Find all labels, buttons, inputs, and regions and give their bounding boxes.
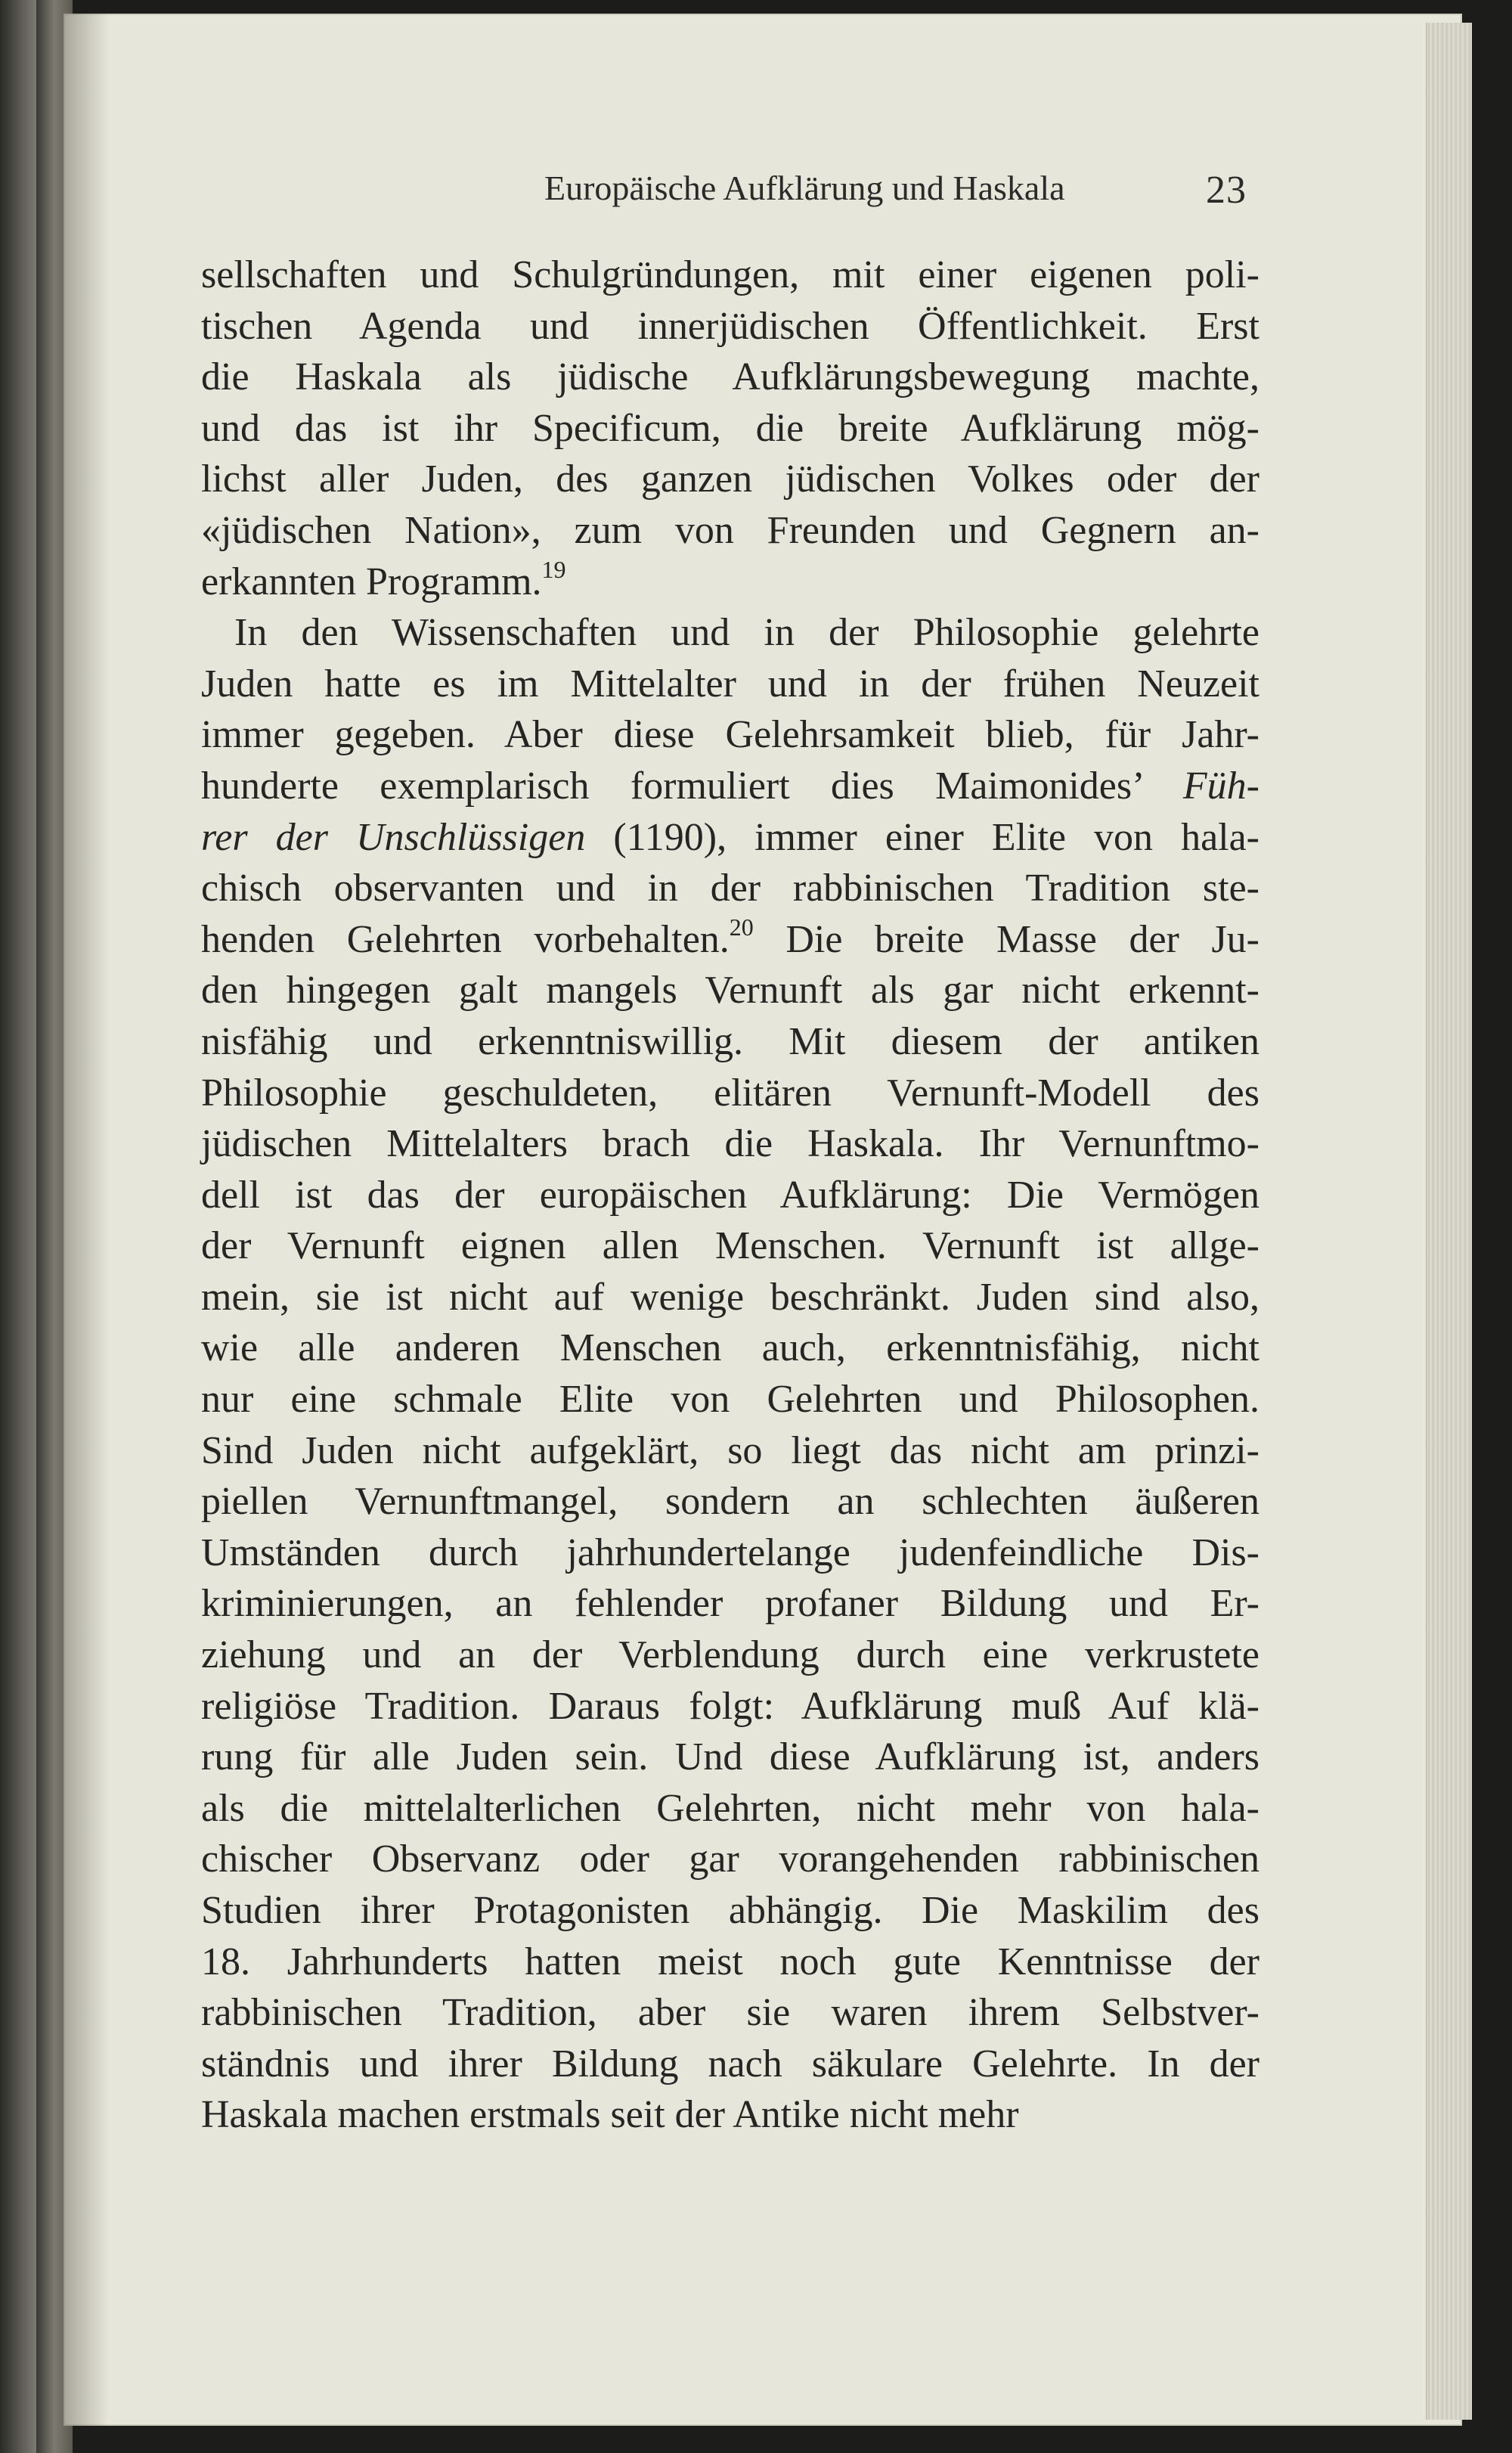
- text-segment: Juden hatte es im Mittelalter und in der frühen Neuzeit: [201, 662, 1259, 706]
- text-segment: 18. Jahrhunderts hatten meist noch gute Kenntnisse der: [201, 1940, 1259, 1983]
- text-segment: erkannten Programm.: [201, 560, 542, 603]
- text-line: [201, 1783, 1259, 1834]
- running-head-title: Europäische Aufklärung und Haskala: [544, 169, 1065, 207]
- text-line: [201, 914, 1259, 966]
- text-line: [201, 1937, 1259, 1988]
- text-segment: rabbinischen Tradition, aber sie waren ihrem Selbstver-: [201, 1991, 1259, 2035]
- text-line: [201, 863, 1259, 914]
- text-segment: der Vernunft eignen allen Menschen. Vernunft ist allge-: [201, 1224, 1259, 1268]
- text-line: [201, 1578, 1259, 1630]
- text-line: [201, 965, 1259, 1016]
- text-segment: henden Gelehrten vorbehalten.: [201, 917, 730, 961]
- text-line: [201, 607, 1259, 659]
- text-line: [201, 1118, 1259, 1170]
- text-line: [201, 1732, 1259, 1783]
- text-line: [201, 301, 1259, 352]
- text-line: [201, 709, 1259, 761]
- text-segment: rung für alle Juden sein. Und diese Aufklärung ist, anders: [201, 1735, 1259, 1779]
- text-line: [201, 1220, 1259, 1272]
- text-segment: Studien ihrer Protagonisten abhängig. Die Maskilim des: [201, 1889, 1259, 1932]
- text-segment: In den Wissenschaften und in der Philosophie gelehrte: [234, 611, 1259, 655]
- text-line: [201, 1170, 1259, 1221]
- text-line: [201, 1068, 1259, 1119]
- text-segment: Philosophie geschuldeten, elitären Vernunft-Modell des: [201, 1071, 1259, 1115]
- text-line: [201, 2039, 1259, 2090]
- text-line: [201, 1272, 1259, 1323]
- text-line: [201, 1374, 1259, 1425]
- text-segment: ständnis und ihrer Bildung nach säkulare Gelehrte. In der: [201, 2042, 1259, 2086]
- text-line: [201, 1323, 1259, 1374]
- italic-title: rer der Unschlüssigen: [201, 815, 586, 859]
- page-number: 23: [1206, 169, 1247, 212]
- text-line: [201, 1630, 1259, 1681]
- running-head: [529, 168, 1285, 213]
- text-segment: nisfähig und erkenntniswillig. Mit diesem der antiken: [201, 1019, 1259, 1063]
- text-segment: chischer Observanz oder gar vorangehenden rabbinischen: [201, 1837, 1259, 1881]
- text-segment: mein, sie ist nicht auf wenige beschränkt. Juden sind also,: [201, 1275, 1259, 1319]
- text-line: [201, 761, 1259, 812]
- text-line: [201, 454, 1259, 505]
- text-segment: chisch observanten und in der rabbinischen Tradition ste-: [201, 867, 1259, 910]
- text-segment: Sind Juden nicht aufgeklärt, so liegt das nicht am prinzi-: [201, 1428, 1259, 1472]
- text-line: [201, 1016, 1259, 1068]
- text-segment: Umständen durch jahrhundertelange judenfeindliche Dis-: [201, 1530, 1259, 1574]
- text-segment: Haskala machen erstmals seit der Antike nicht mehr: [201, 2093, 1019, 2137]
- text-segment: sellschaften und Schulgründungen, mit einer eigenen poli-: [201, 253, 1259, 296]
- text-segment: immer gegeben. Aber diese Gelehrsamkeit blieb, für Jahr-: [201, 713, 1259, 757]
- footnote-reference: 20: [729, 913, 754, 941]
- text-segment: und das ist ihr Specificum, die breite Aufklärung mög-: [201, 406, 1259, 450]
- text-segment: als die mittelalterlichen Gelehrten, nicht mehr von hala-: [201, 1786, 1259, 1830]
- text-line: [201, 1834, 1259, 1885]
- text-line: [201, 557, 1259, 608]
- text-line: [201, 659, 1259, 710]
- text-segment: Die breite Masse der Ju-: [753, 917, 1259, 961]
- text-line: [201, 1527, 1259, 1579]
- text-segment: tischen Agenda und innerjüdischen Öffentlichkeit. Erst: [201, 304, 1259, 348]
- text-segment: (1190), immer einer Elite von hala-: [585, 815, 1259, 859]
- body-text: [201, 250, 1259, 2141]
- text-line: [201, 2089, 1259, 2141]
- text-line: [201, 1885, 1259, 1937]
- text-segment: die Haskala als jüdische Aufklärungsbewegung machte,: [201, 355, 1259, 399]
- text-segment: piellen Vernunftmangel, sondern an schlechten äußeren: [201, 1480, 1259, 1524]
- text-line: [201, 250, 1259, 301]
- spine-shadow: [64, 14, 109, 2426]
- footnote-reference: 19: [541, 555, 566, 583]
- text-line: [201, 505, 1259, 557]
- text-segment: religiöse Tradition. Daraus folgt: Aufklärung muß Auf klä-: [201, 1684, 1259, 1728]
- italic-title: Füh-: [1182, 764, 1259, 808]
- text-line: [201, 1681, 1259, 1732]
- text-segment: dell ist das der europäischen Aufklärung: Die Vermögen: [201, 1173, 1259, 1217]
- text-segment: ziehung und an der Verblendung durch eine verkrustete: [201, 1633, 1259, 1677]
- text-segment: lichst aller Juden, des ganzen jüdischen Volkes oder der: [201, 457, 1259, 501]
- text-segment: hunderte exemplarisch formuliert dies Maimonides’: [201, 764, 1183, 808]
- text-segment: nur eine schmale Elite von Gelehrten und Philosophen.: [201, 1378, 1259, 1422]
- text-segment: kriminierungen, an fehlender profaner Bildung und Er-: [201, 1582, 1259, 1626]
- text-line: [201, 1425, 1259, 1477]
- text-line: [201, 403, 1259, 454]
- text-segment: jüdischen Mittelalters brach die Haskala. Ihr Vernunftmo-: [201, 1122, 1259, 1166]
- text-line: [201, 812, 1259, 864]
- text-line: [201, 1476, 1259, 1527]
- text-line: [201, 352, 1259, 403]
- text-segment: wie alle anderen Menschen auch, erkenntnisfähig, nicht: [201, 1326, 1259, 1370]
- text-segment: «jüdischen Nation», zum von Freunden und Gegnern an-: [201, 508, 1259, 552]
- text-segment: den hingegen galt mangels Vernunft als gar nicht erkennt-: [201, 969, 1259, 1013]
- text-line: [201, 1987, 1259, 2039]
- page-block-edge: [1426, 23, 1472, 2420]
